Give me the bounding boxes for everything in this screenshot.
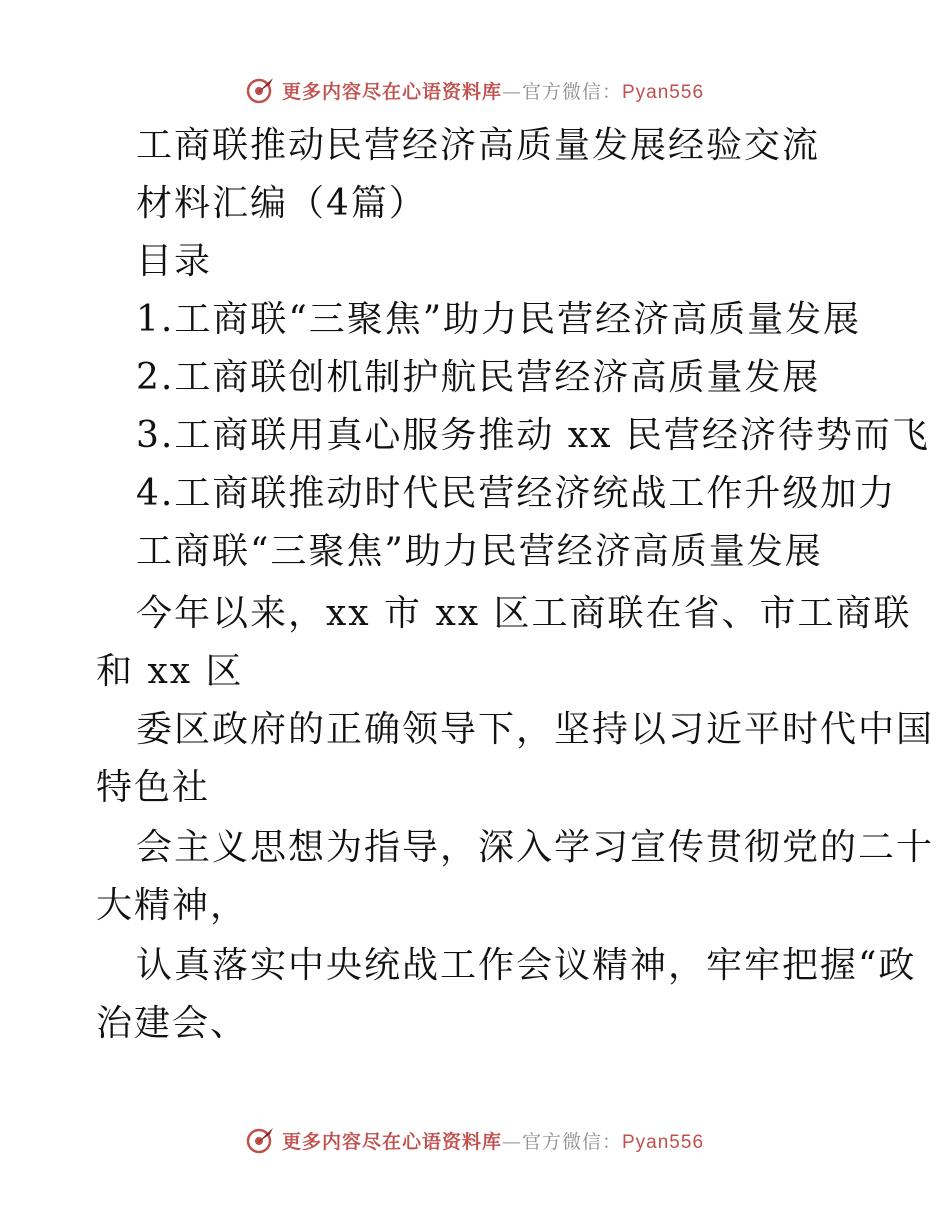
banner-label: 官方微信： [521, 1130, 622, 1153]
toc-heading: 目录 [136, 241, 213, 282]
paragraph-line: 治建会、 [96, 1003, 249, 1044]
section-heading: 工商联“三聚焦”助力民营经济高质量发展 [136, 531, 823, 572]
banner-wechat-id: Pyan556 [622, 1131, 705, 1153]
toc-item-2: 2.工商联创机制护航民营经济高质量发展 [136, 357, 821, 398]
banner-text [282, 1127, 704, 1154]
banner-dash: — [501, 80, 522, 103]
paragraph-line: 大精神， [96, 885, 249, 926]
toc-item-4: 4.工商联推动时代民营经济统战工作升级加力 [136, 473, 897, 514]
toc-item-1: 1.工商联“三聚焦”助力民营经济高质量发展 [136, 299, 862, 340]
banner-label: 官方微信： [521, 80, 622, 103]
paragraph-line: 会主义思想为指导，深入学习宣传贯彻党的二十 [136, 827, 935, 868]
header-banner [0, 70, 950, 110]
paragraph-line: 委区政府的正确领导下，坚持以习近平时代中国 [136, 709, 935, 750]
quill-logo-icon [246, 75, 276, 105]
paragraph-line: 特色社 [96, 767, 211, 808]
paragraph-line: 认真落实中央统战工作会议精神，牢牢把握“政 [136, 945, 917, 986]
banner-main: 更多内容尽在心语资料库 [281, 80, 502, 103]
toc-item-3: 3.工商联用真心服务推动 xx 民营经济待势而飞 [136, 415, 930, 456]
paragraph-line: 和 xx 区 [96, 651, 244, 692]
quill-logo-icon [246, 1125, 276, 1155]
document-title-line2: 材料汇编（4篇） [136, 183, 427, 224]
document-title-line1: 工商联推动民营经济高质量发展经验交流 [136, 125, 821, 166]
footer-banner [0, 1120, 950, 1160]
banner-main: 更多内容尽在心语资料库 [281, 1130, 502, 1153]
banner-wechat-id: Pyan556 [622, 81, 705, 103]
banner-text [282, 77, 704, 104]
paragraph-line: 今年以来，xx 市 xx 区工商联在省、市工商联 [136, 593, 912, 634]
banner-dash: — [501, 1130, 522, 1153]
